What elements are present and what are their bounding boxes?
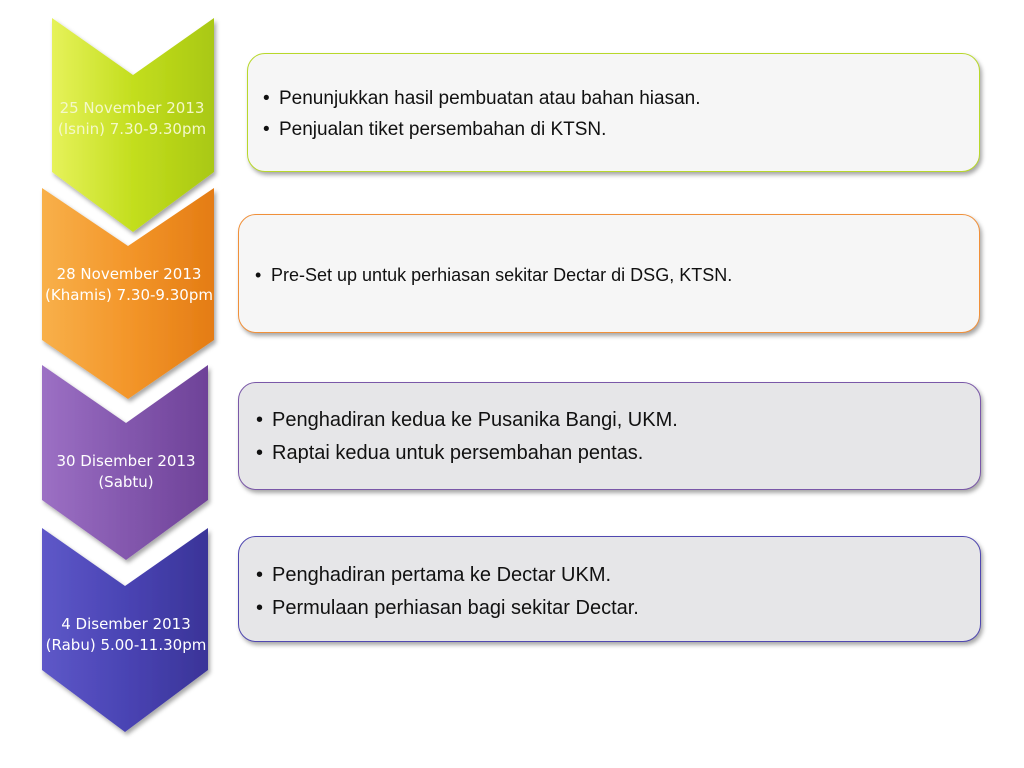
list-item-text: Penghadiran kedua ke Pusanika Bangi, UKM. (272, 409, 678, 431)
list-item-text: Penghadiran pertama ke Dectar UKM. (272, 564, 612, 586)
card-2-list (255, 260, 732, 291)
card-3-list (256, 404, 678, 470)
list-item-text: Raptai kedua untuk persembahan pentas. (272, 442, 644, 464)
bullet-icon: • (256, 442, 264, 464)
timeline-card-2 (238, 214, 980, 333)
list-item-text: Pre-Set up untuk perhiasan sekitar Dectar di DSG, KTSN. (271, 265, 733, 285)
list-item-text: Permulaan perhiasan bagi sekitar Dectar. (272, 597, 639, 619)
timeline-date-4: 4 Disember 2013 (Rabu) 5.00-11.30pm (45, 615, 207, 654)
bullet-icon: • (263, 119, 270, 140)
bullet-icon: • (256, 597, 264, 619)
bullet-icon: • (256, 564, 264, 586)
list-item-text: Penunjukkan hasil pembuatan atau bahan hiasan. (279, 88, 701, 109)
bullet-icon: • (263, 88, 270, 109)
list-item (263, 114, 701, 145)
timeline-card-3 (238, 382, 981, 490)
card-4-list (256, 559, 639, 625)
timeline-card-4 (238, 536, 981, 642)
list-item-text: Penjualan tiket persembahan di KTSN. (279, 119, 607, 140)
list-item (255, 260, 732, 291)
bullet-icon: • (255, 265, 262, 285)
card-1-list (263, 83, 701, 145)
list-item (263, 83, 701, 114)
bullet-icon: • (256, 409, 264, 431)
list-item (256, 559, 639, 592)
timeline-date-2: 28 November 2013 (Khamis) 7.30-9.30pm (45, 265, 213, 304)
list-item (256, 404, 678, 437)
timeline-date-3: 30 Disember 2013 (Sabtu) (56, 452, 196, 491)
timeline-date-1: 25 November 2013 (Isnin) 7.30-9.30pm (57, 99, 207, 138)
list-item (256, 437, 678, 470)
list-item (256, 592, 639, 625)
timeline-card-1 (247, 53, 980, 172)
